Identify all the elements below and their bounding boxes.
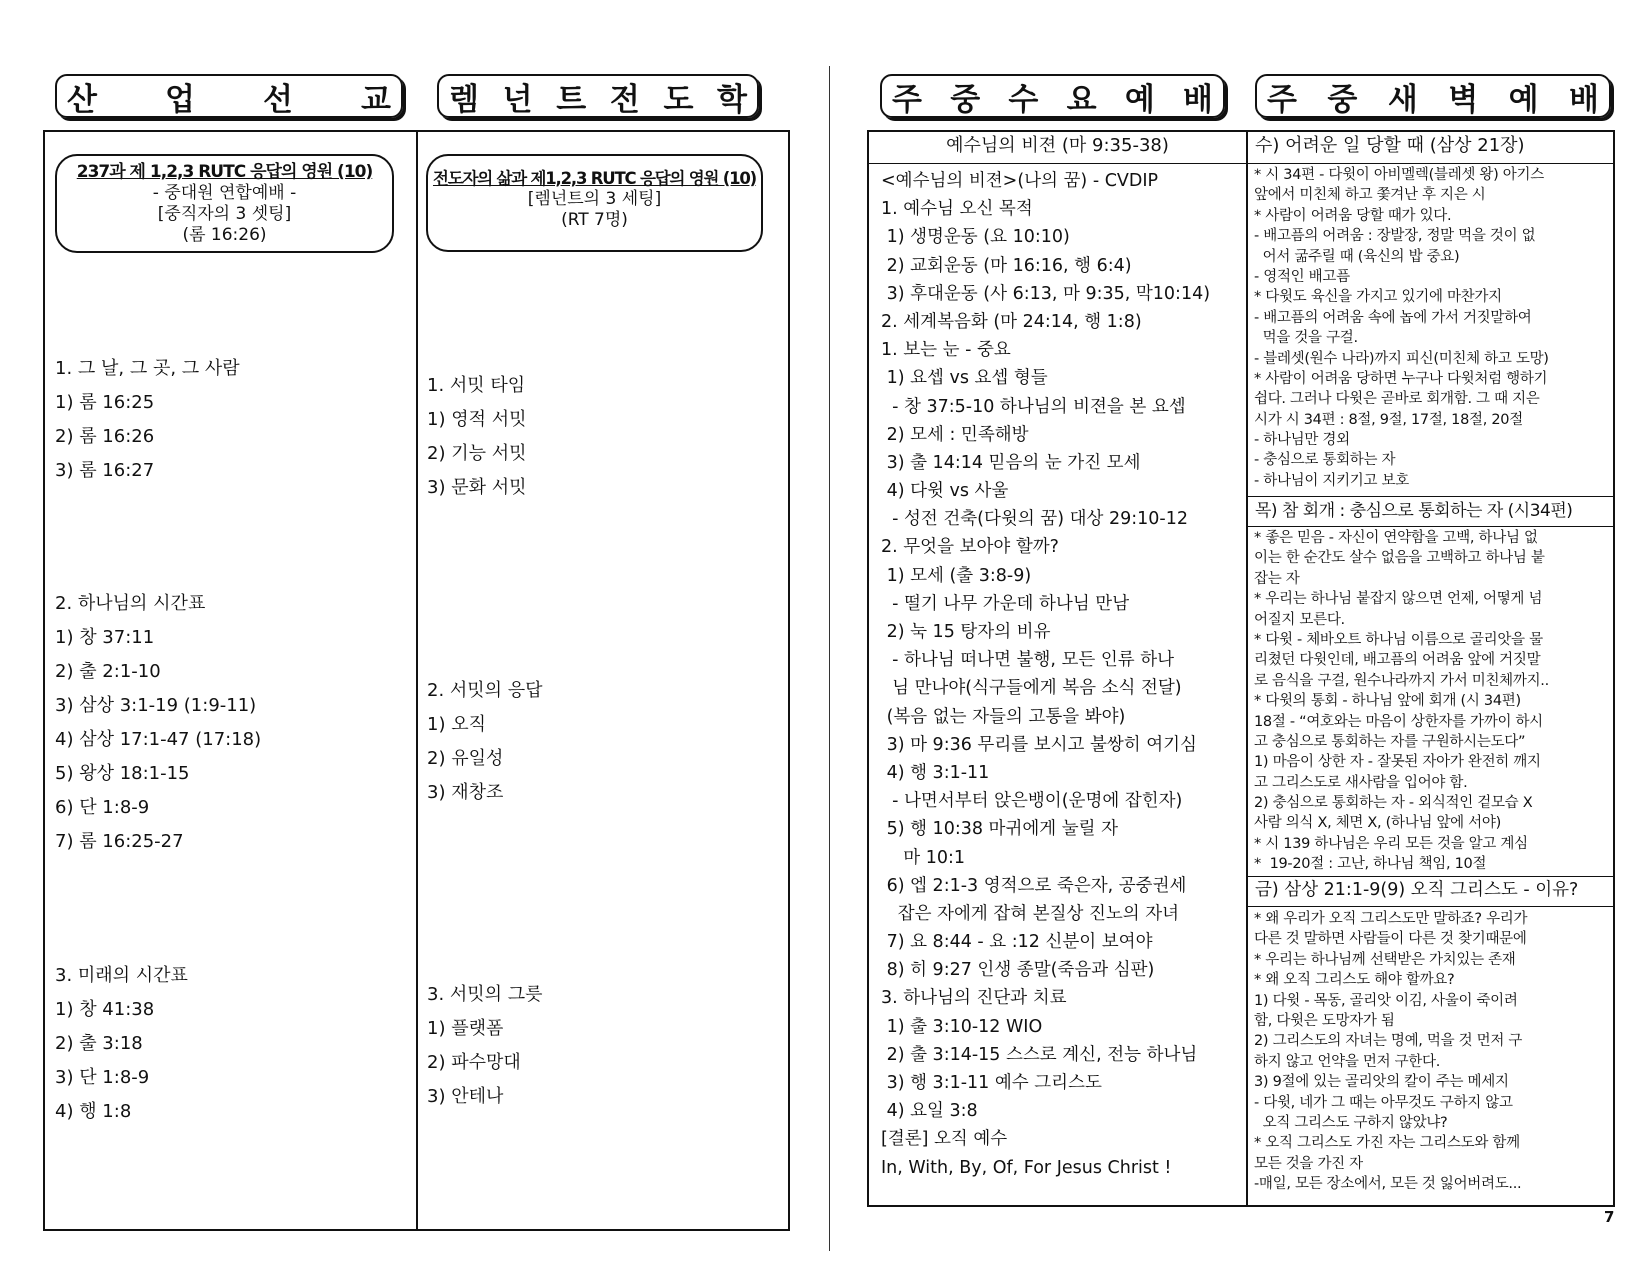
wednesday-header: 예수님의 비젼 (마 9:35-38) [946,135,1169,156]
remnant-title-box [426,154,763,252]
sermon-line: 2) 출 3:14-15 스스로 계신, 전능 하나님 [881,1044,1198,1065]
header-char: 수 [1008,81,1039,118]
outline-line: 3) 롬 16:27 [55,460,155,481]
dawn-body-thu [1248,528,1614,875]
mid-section-1 [427,369,526,505]
sermon-setting: [중직자의 3 셋팅] [157,204,292,224]
dawn-body-wed [1248,165,1614,491]
note-line: -매일, 모든 장소에서, 모든 것 잃어버려도... [1254,1176,1522,1193]
outline-line: 5) 왕상 18:1-15 [55,763,190,784]
note-line: 18절 - “여호와는 마음이 상한자를 가까이 하시 [1254,713,1543,730]
left-panel [43,130,790,1231]
note-line: * 19-20절 : 고난, 하나님 책임, 10절 [1254,856,1487,873]
mid-section-3 [427,978,543,1114]
dawn-rule-5 [1246,906,1615,907]
sermon-line: 2. 세계복음화 (마 24:14, 행 1:8) [881,311,1142,332]
outline-line: 3. 서밋의 그릇 [427,984,543,1005]
page-fold-divider [829,66,830,1251]
note-line: 리쳤던 다윗인데, 배고픔의 어려움 앞에 거짓말 [1254,652,1541,669]
note-line: 1) 마음이 상한 자 - 잘못된 자아가 완전히 깨지 [1254,754,1541,771]
header-char: 예 [1124,81,1155,118]
sermon-line: 잡은 자에게 잡혀 본질상 진노의 자녀 [881,903,1180,924]
outline-line: 2) 출 3:18 [55,1033,143,1054]
header-char: 도 [663,81,694,118]
note-line: * 우리는 하나님께 선택받은 가치있는 존재 [1254,951,1516,968]
note-line: 3) 9절에 있는 골리앗의 칼이 주는 메세지 [1254,1074,1509,1091]
dawn-rule-1 [1246,163,1615,164]
left-section-3 [55,959,188,1129]
note-line: * 시 139 하나님은 우리 모든 것을 알고 계심 [1254,835,1528,852]
outline-line: 2) 롬 16:26 [55,426,155,447]
outline-line: 3) 재창조 [427,782,504,803]
header-char: 새 [1387,81,1418,118]
note-line: 잡는 자 [1254,570,1300,587]
sermon-line: 2) 모세 : 민족해방 [881,424,1029,445]
sermon-line: [결론] 오직 예수 [881,1129,1008,1150]
note-line: 어질지 모른다. [1254,611,1345,628]
note-line: 앞에서 미친체 하고 쫓겨난 후 지은 시 [1254,187,1486,204]
sermon-line: 4) 요일 3:8 [881,1101,978,1122]
outline-line: 2. 하나님의 시간표 [55,593,206,614]
note-line: * 왜 우리가 오직 그리스도만 말하죠? 우리가 [1254,911,1528,927]
sermon-title-box [55,154,394,253]
sermon-line: 1) 요셉 vs 요셉 형들 [881,368,1048,389]
remnant-setting: [렘넌트의 3 세팅] [527,189,662,209]
note-line: - 배고픔의 어려움 : 장발장, 정말 먹을 것이 없 [1254,228,1536,245]
sermon-line: 3. 하나님의 진단과 치료 [881,988,1067,1009]
sermon-line: - 하나님 떠나면 불행, 모든 인류 하나 [881,650,1175,671]
outline-line: 3) 단 1:8-9 [55,1067,150,1088]
note-line: 고 그리스도로 새사람을 입어야 함. [1254,774,1468,791]
header-dawn-service [1255,74,1611,118]
dawn-header-thu: 목) 참 회개 : 충심으로 통회하는 자 (시34편) [1255,501,1573,521]
note-line: 모든 것을 가진 자 [1254,1155,1363,1172]
outline-line: 1) 오직 [427,714,486,735]
note-line: 함, 다윗은 도망자가 됨 [1254,1012,1395,1029]
header-rule [869,163,1246,164]
note-line: 2) 충심으로 통회하는 자 - 외식적인 겉모습 X [1254,795,1533,812]
sermon-line: 1. 예수님 오신 목적 [881,199,1033,220]
wednesday-body [869,167,1244,1182]
header-char: 교 [361,81,391,118]
sermon-line: 5) 행 10:38 마귀에게 눌릴 자 [881,819,1119,840]
header-char: 주 [1267,81,1297,118]
outline-line: 3) 문화 서밋 [427,477,527,498]
header-char: 산 [67,81,97,118]
header-char: 렘 [449,81,479,118]
sermon-line: 2) 교회운동 (마 16:16, 행 6:4) [881,255,1132,276]
sermon-line: 1) 생명운동 (요 10:10) [881,227,1070,248]
note-line: 사람 의식 X, 체면 X, (하나님 앞에 서야) [1254,815,1501,832]
header-remnant-evangelism [437,74,759,118]
note-line: - 영적인 배고픔 [1254,268,1350,285]
dawn-rule-3 [1246,526,1615,527]
header-wednesday-service [880,74,1225,118]
note-line: 먹을 것을 구걸. [1254,330,1358,347]
note-line: * 다윗 - 체바오트 하나님 이름으로 골리앗을 물 [1254,631,1543,648]
sermon-verse: (롬 16:26) [182,225,267,245]
note-line: * 좋은 믿음 - 자신이 연약함을 고백, 하나님 없 [1254,530,1538,546]
header-char: 예 [1508,81,1539,118]
header-char: 주 [892,81,922,118]
note-line: 이는 한 순간도 살수 없음을 고백하고 하나님 붙 [1254,550,1545,567]
outline-line: 3) 삼상 3:1-19 (1:9-11) [55,695,257,716]
note-line: 쉽다. 그러나 다윗은 곧바로 회개함. 그 때 지은 [1254,391,1540,408]
outline-line: 7) 롬 16:25-27 [55,831,184,852]
note-line: * 시 34편 - 다윗이 아비멜렉(블레셋 왕) 아기스 [1254,167,1544,183]
sermon-line: 1) 출 3:10-12 WIO [881,1016,1043,1037]
sermon-line: In, With, By, Of, For Jesus Christ ! [881,1157,1172,1178]
sermon-line: 마 10:1 [881,847,966,868]
header-char: 요 [1066,81,1097,118]
dawn-body-fri [1248,909,1614,1194]
header-char: 배 [1569,81,1599,118]
note-line: - 다윗, 네가 그 때는 아무것도 구하지 않고 [1254,1094,1513,1111]
header-char: 중 [950,81,981,118]
outline-line: 3. 미래의 시간표 [55,965,188,986]
note-line: - 배고픔의 어려움 속에 놉에 가서 거짓말하여 [1254,309,1532,326]
sermon-line: 2. 무엇을 보아야 할까? [881,537,1059,558]
note-line: - 하나님만 경외 [1254,432,1350,449]
note-line: * 오직 그리스도 가진 자는 그리스도와 함께 [1254,1135,1520,1152]
sermon-line: 7) 요 8:44 - 요 :12 신분이 보여야 [881,932,1153,953]
left-section-1 [55,352,240,488]
right-table [867,130,1615,1207]
sermon-subtitle: - 중대원 연합예배 - [152,183,297,203]
header-char: 배 [1183,81,1213,118]
header-char: 학 [717,81,747,118]
note-line: 다른 것 말하면 사람들이 다른 것 찾기때문에 [1254,931,1527,948]
outline-line: 6) 단 1:8-9 [55,797,150,818]
sermon-line: 1. 보는 눈 - 중요 [881,340,1011,361]
note-line: * 사람이 어려움 당하면 누구나 다윗처럼 행하기 [1254,370,1548,387]
header-industrial-mission [55,74,403,118]
sermon-line: 4) 행 3:1-11 [881,762,990,783]
outline-line: 2) 유일성 [427,748,504,769]
sermon-line: - 나면서부터 앉은뱅이(운명에 잡힌자) [881,791,1183,812]
outline-line: 2) 파수망대 [427,1052,521,1073]
mid-section-2 [427,674,543,810]
header-char: 전 [609,81,640,118]
column-divider [416,132,418,1229]
note-line: 고 충심으로 통회하는 자를 구원하시는도다” [1254,733,1526,750]
note-line: 1) 다윗 - 목동, 골리앗 이김, 사울이 죽이려 [1254,992,1518,1009]
sermon-line: 2) 눅 15 탕자의 비유 [881,622,1051,642]
sermon-line: 3) 출 14:14 믿음의 눈 가진 모세 [881,452,1141,473]
outline-line: 1) 창 37:11 [55,627,155,648]
dawn-header-fri: 금) 삼상 21:1-9(9) 오직 그리스도 - 이유? [1255,880,1579,900]
outline-line: 1) 롬 16:25 [55,392,155,413]
header-char: 벽 [1448,81,1479,118]
sermon-line: 1) 모세 (출 3:8-9) [881,565,1032,586]
sermon-line: 6) 엡 2:1-3 영적으로 죽은자, 공중권세 [881,875,1187,896]
header-char: 중 [1327,81,1358,118]
outline-line: 2) 기능 서밋 [427,443,527,464]
outline-line: 4) 삼상 17:1-47 (17:18) [55,729,262,750]
note-line: * 왜 오직 그리스도 해야 할까요? [1254,972,1455,989]
sermon-title: 237과 제 1,2,3 RUTC 응답의 영원 (10) [76,162,373,182]
note-line: * 다윗도 육신을 가지고 있기에 마찬가지 [1254,289,1502,306]
outline-line: 1. 서밋 타임 [427,375,526,396]
note-line: - 하나님이 지키기고 보호 [1254,472,1409,489]
note-line: * 사람이 어려움 당할 때가 있다. [1254,207,1452,224]
outline-line: 1) 플랫폼 [427,1018,504,1039]
outline-line: 2) 출 2:1-10 [55,661,161,682]
note-line: 오직 그리스도 구하지 않았냐? [1254,1114,1448,1131]
note-line: 하지 않고 언약을 먼저 구한다. [1254,1053,1441,1070]
note-line: 2) 그리스도의 자녀는 명예, 먹을 것 먼저 구 [1254,1033,1523,1050]
note-line: 어서 굶주릴 때 (육신의 밥 중요) [1254,248,1460,265]
outline-line: 1. 그 날, 그 곳, 그 사람 [55,358,240,379]
outline-line: 4) 행 1:8 [55,1101,132,1122]
header-char: 트 [556,81,587,118]
sermon-line: (복음 없는 자들의 고통을 봐야) [881,706,1126,727]
page-number: 7 [1604,1208,1615,1226]
note-line: * 다윗의 통회 - 하나님 앞에 회개 (시 34편) [1254,693,1521,710]
note-line: * 우리는 하나님 붙잡지 않으면 언제, 어떻게 넘 [1254,591,1543,608]
left-section-2 [55,587,261,859]
sermon-line: - 창 37:5-10 하나님의 비젼을 본 요셉 [881,396,1186,417]
remnant-count: (RT 7명) [561,210,628,230]
sermon-line: 3) 행 3:1-11 예수 그리스도 [881,1073,1102,1093]
sermon-line: 8) 히 9:27 인생 종말(죽음과 심판) [881,960,1155,981]
outline-line: 1) 영적 서밋 [427,409,527,430]
sermon-line: 3) 후대운동 (사 6:13, 마 9:35, 막10:14) [881,283,1211,304]
sermon-line: - 떨기 나무 가운데 하나님 만남 [881,593,1130,614]
header-char: 선 [263,81,293,118]
sermon-line: 님 만나야(식구들에게 복음 소식 전달) [881,678,1182,699]
sermon-line: 4) 다윗 vs 사울 [881,481,1009,502]
outline-line: 1) 창 41:38 [55,999,155,1020]
note-line: 로 음식을 구걸, 원수나라까지 가서 미친체까지.. [1254,672,1549,689]
sermon-line: <예수님의 비젼>(나의 꿈) - CVDIP [881,171,1159,191]
sermon-line: 3) 마 9:36 무리를 보시고 불쌍히 여기심 [881,734,1197,755]
note-line: - 충심으로 통회하는 자 [1254,452,1396,469]
sermon-line: - 성전 건축(다윗의 꿈) 대상 29:10-12 [881,509,1188,530]
header-char: 넌 [502,81,533,118]
remnant-title: 전도자의 삶과 제1,2,3 RUTC 응답의 영원 (10) [432,169,757,188]
outline-line: 3) 안테나 [427,1086,504,1107]
outline-line: 2. 서밋의 응답 [427,680,543,701]
header-char: 업 [165,81,195,118]
note-line: 시가 시 34편 : 8절, 9절, 17절, 18절, 20절 [1254,411,1523,428]
note-line: - 블레셋(원수 나라)까지 피신(미친체 하고 도망) [1254,350,1549,367]
dawn-header-wed: 수) 어려운 일 당할 때 (삼상 21장) [1255,135,1525,156]
